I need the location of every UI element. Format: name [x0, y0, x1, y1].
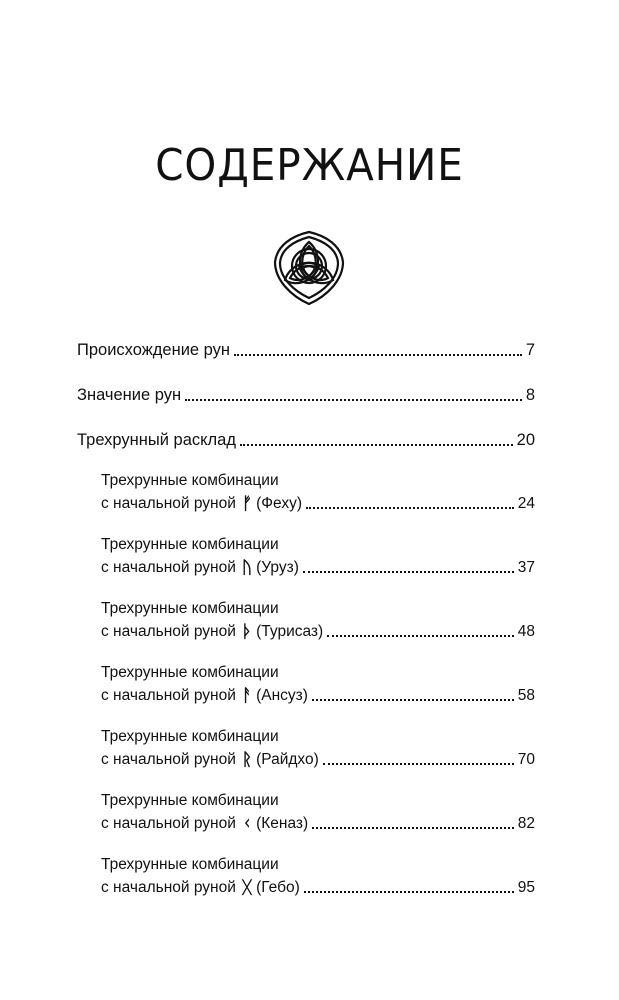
toc-subentry-title: Трехрунные комбинации — [101, 728, 279, 745]
toc-page-number: 8 — [525, 386, 535, 404]
toc-page-number: 20 — [516, 431, 535, 449]
rune-ansuz-icon: ᚨ — [241, 686, 253, 705]
toc-page-number: 7 — [525, 341, 535, 359]
toc-subentry-prefix: с начальной руной — [101, 751, 236, 768]
dot-leader — [312, 699, 514, 701]
dot-leader — [306, 507, 514, 509]
toc-subentry-title: Трехрунные комбинации — [101, 856, 279, 873]
dot-leader — [312, 827, 514, 829]
dot-leader — [234, 354, 522, 356]
rune-uruz-icon: ᚢ — [241, 558, 253, 577]
dot-leader — [303, 571, 514, 573]
toc-subentry-title: Трехрунные комбинации — [101, 664, 279, 681]
toc-page-number: 70 — [517, 751, 535, 768]
toc-entry[interactable] — [77, 430, 535, 451]
toc-subentry-prefix: с начальной руной — [101, 687, 236, 704]
toc-page-number: 82 — [517, 815, 535, 832]
toc-subentry[interactable] — [77, 725, 535, 771]
toc-subentry-rune-name: (Турисаз) — [256, 623, 324, 640]
toc-subentry-prefix: с начальной руной — [101, 623, 236, 640]
toc-subentry-prefix: с начальной руной — [101, 879, 236, 896]
rune-gebo-icon: ᚷ — [241, 878, 253, 897]
toc-page-number: 24 — [517, 495, 535, 512]
toc-subentry-prefix: с начальной руной — [101, 815, 236, 832]
toc-subentry[interactable] — [77, 597, 535, 643]
toc-subentry-prefix: с начальной руной — [101, 495, 236, 512]
toc-subentry-rune-name: (Уруз) — [256, 559, 299, 576]
toc-subentry-rune-name: (Райдхо) — [256, 751, 319, 768]
toc-subentry-rune-name: (Феху) — [256, 495, 302, 512]
toc-page-number: 58 — [517, 687, 535, 704]
toc-entry-label: Трехрунный расклад — [77, 431, 236, 449]
toc-subentry[interactable] — [77, 853, 535, 899]
toc-subentry-title: Трехрунные комбинации — [101, 472, 279, 489]
dot-leader — [240, 444, 513, 446]
dot-leader — [185, 399, 522, 401]
toc-subentry[interactable] — [77, 789, 535, 835]
toc-subentry-title: Трехрунные комбинации — [101, 600, 279, 617]
toc-subentry-title: Трехрунные комбинации — [101, 536, 279, 553]
toc-page-number: 48 — [517, 623, 535, 640]
toc-subentry-rune-name: (Ансуз) — [256, 687, 308, 704]
page-title: СОДЕРЖАНИЕ — [155, 140, 464, 191]
dot-leader — [327, 635, 514, 637]
toc-subentry-prefix: с начальной руной — [101, 559, 236, 576]
toc-subentry[interactable] — [77, 533, 535, 579]
toc-entry-label: Значение рун — [77, 386, 182, 404]
rune-fehu-icon: ᚠ — [241, 494, 253, 513]
toc-entry-label: Происхождение рун — [77, 341, 231, 359]
dot-leader — [323, 763, 514, 765]
toc-subentry[interactable] — [77, 661, 535, 707]
toc-entry[interactable] — [77, 340, 535, 361]
rune-raidho-icon: ᚱ — [241, 750, 253, 769]
celtic-knot-icon — [269, 228, 349, 308]
toc-subentry-rune-name: (Гебо) — [256, 879, 300, 896]
table-of-contents — [77, 340, 535, 917]
rune-thurisaz-icon: ᚦ — [241, 622, 253, 641]
toc-subentry-title: Трехрунные комбинации — [101, 792, 279, 809]
dot-leader — [304, 891, 514, 893]
toc-entry[interactable] — [77, 385, 535, 406]
rune-kenaz-icon: ᚲ — [241, 814, 253, 833]
toc-page-number: 37 — [517, 559, 535, 576]
toc-subentry-rune-name: (Кеназ) — [256, 815, 309, 832]
toc-subentry[interactable] — [77, 469, 535, 515]
toc-page-number: 95 — [517, 879, 535, 896]
